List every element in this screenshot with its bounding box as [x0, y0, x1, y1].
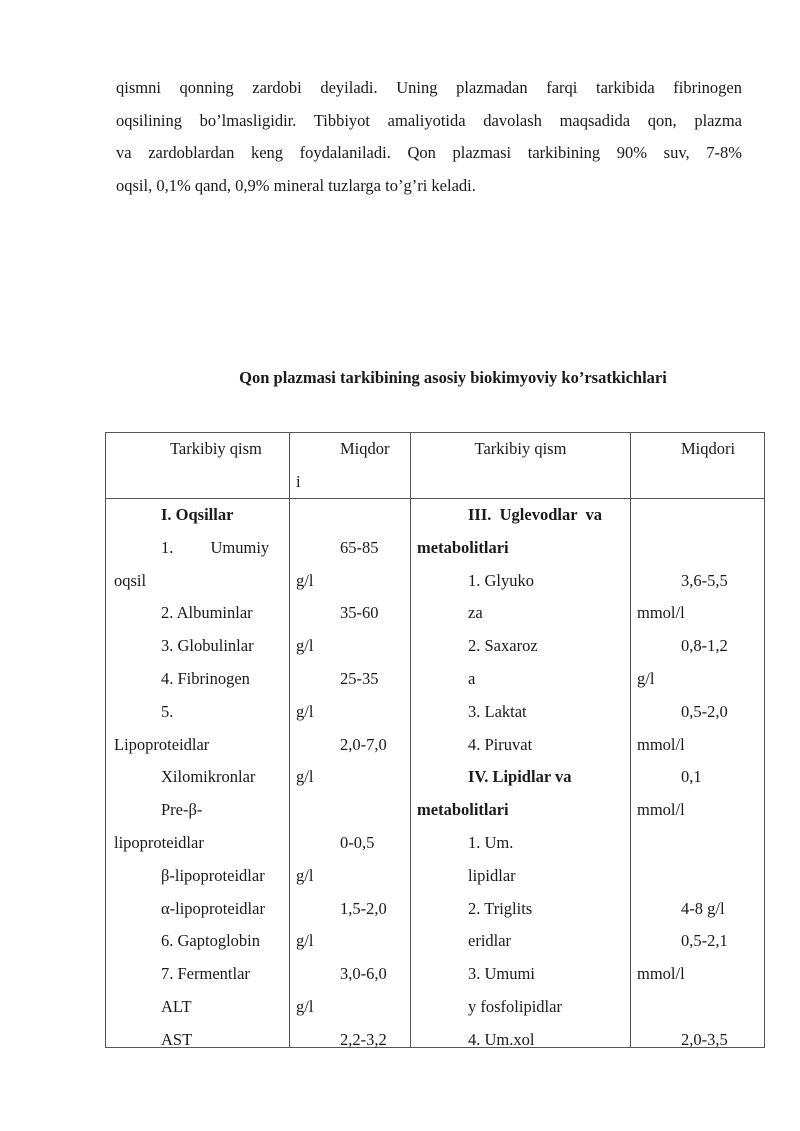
amount-line: g/l	[296, 701, 314, 721]
component-line: a	[468, 669, 476, 688]
component-line: eridlar	[468, 931, 512, 951]
amount-line: mmol/l	[637, 964, 685, 984]
component-line: 6. Gaptoglobin	[161, 931, 260, 951]
header-component-2-label: Tarkibiy qism	[474, 439, 567, 458]
component-line: Xilomikronlar	[161, 767, 256, 787]
component-line: α-lipoproteidlar	[161, 898, 265, 918]
amount-line: 35-60	[340, 603, 379, 623]
biochemistry-table	[105, 432, 765, 1048]
component-line: 2. Triglits	[468, 898, 533, 918]
amount-line: 3,6-5,5	[681, 570, 728, 590]
amount-line: g/l	[296, 570, 314, 590]
col-component-1	[106, 499, 290, 1048]
amount-line: g/l	[296, 636, 314, 656]
component-line: 7. Fermentlar	[161, 964, 250, 984]
component-line: AST	[161, 1029, 193, 1049]
amount-line: 0,5-2,0	[681, 701, 728, 721]
amount-line: g/l	[296, 865, 314, 885]
amount-line: 1,5-2,0	[340, 898, 387, 918]
component-line: III. Uglevodlar va	[468, 505, 602, 524]
amount-line: g/l	[296, 767, 314, 787]
component-line: 3. Umumi	[468, 964, 535, 984]
amount-line: 4-8 g/l	[681, 898, 725, 918]
header-component-2	[411, 433, 631, 499]
paragraph-line: oqsil, 0,1% qand, 0,9% mineral tuzlarga to’g’ri keladi.	[116, 175, 476, 195]
component-line: y fosfolipidlar	[468, 997, 562, 1016]
amount-line: 0,8-1,2	[681, 636, 728, 656]
component-line: 2. Saxaroz	[468, 636, 538, 656]
component-line: za	[468, 603, 483, 623]
header-amount-label-a: Miqdor	[340, 439, 390, 458]
amount-line: mmol/l	[637, 800, 685, 820]
component-line: 2. Albuminlar	[161, 603, 253, 623]
table-header-row	[106, 433, 765, 499]
component-line: 1. Glyuko	[468, 570, 534, 590]
component-line: Pre-β-	[161, 800, 203, 820]
table-title: Qon plazmasi tarkibining asosiy biokimyoviy ko’rsatkichlari	[239, 368, 667, 387]
component-line: 1. Umumiy	[161, 537, 270, 557]
amount-line: 3,0-6,0	[340, 964, 387, 984]
amount-line: 2,0-7,0	[340, 734, 387, 754]
component-line: 1. Um.	[468, 833, 514, 852]
amount-line: g/l	[296, 997, 314, 1016]
component-line: lipoproteidlar	[114, 833, 204, 852]
paragraph-line: oqsilining bo’lmasligidir. Tibbiyot amaliyotida davolash maqsadida qon, plazma	[116, 110, 742, 130]
component-line: 4. Piruvat	[468, 734, 533, 754]
header-amount-label-b: i	[296, 471, 301, 491]
paragraph-line: qismni qonning zardobi deyiladi. Uning plazmadan farqi tarkibida fibrinogen	[116, 78, 742, 97]
amount-line: 0,5-2,1	[681, 931, 728, 951]
component-line: metabolitlari	[417, 800, 509, 820]
component-line: 4. Um.xol	[468, 1029, 535, 1049]
amount-line: mmol/l	[637, 603, 685, 623]
amount-line: 2,0-3,5	[681, 1029, 728, 1049]
amount-line: 25-35	[340, 669, 379, 688]
component-line: 5.	[161, 701, 174, 721]
component-line: Lipoproteidlar	[114, 734, 210, 754]
component-line: oqsil	[114, 570, 147, 590]
amount-line: g/l	[296, 931, 314, 951]
header-amount-2	[631, 433, 765, 499]
paragraph-line: va zardoblardan keng foydalaniladi. Qon plazmasi tarkibining 90% suv, 7-8%	[116, 143, 742, 162]
col-amount-1	[290, 499, 411, 1048]
amount-line: 0,1	[681, 767, 702, 787]
component-line: 4. Fibrinogen	[161, 669, 250, 688]
amount-line: 65-85	[340, 537, 379, 557]
table-body-row	[106, 499, 765, 1048]
header-component-label: Tarkibiy qism	[170, 439, 262, 458]
amount-line: mmol/l	[637, 734, 685, 754]
header-component	[106, 433, 290, 499]
intro-paragraph	[116, 72, 742, 202]
component-line: 3. Laktat	[468, 701, 527, 721]
component-line: metabolitlari	[417, 537, 509, 557]
col-component-2	[411, 499, 631, 1048]
amount-line: 0-0,5	[340, 833, 375, 852]
component-line: 3. Globulinlar	[161, 636, 254, 656]
amount-line: 2,2-3,2	[340, 1029, 387, 1049]
component-line: ALT	[161, 997, 192, 1016]
header-amount-2-label: Miqdori	[681, 439, 736, 458]
component-line: lipidlar	[468, 865, 516, 885]
amount-line: g/l	[637, 669, 655, 688]
header-amount	[290, 433, 411, 499]
col-amount-2	[631, 499, 765, 1048]
component-line: IV. Lipidlar va	[468, 767, 572, 787]
component-line: I. Oqsillar	[161, 505, 234, 524]
component-line: β-lipoproteidlar	[161, 865, 265, 885]
